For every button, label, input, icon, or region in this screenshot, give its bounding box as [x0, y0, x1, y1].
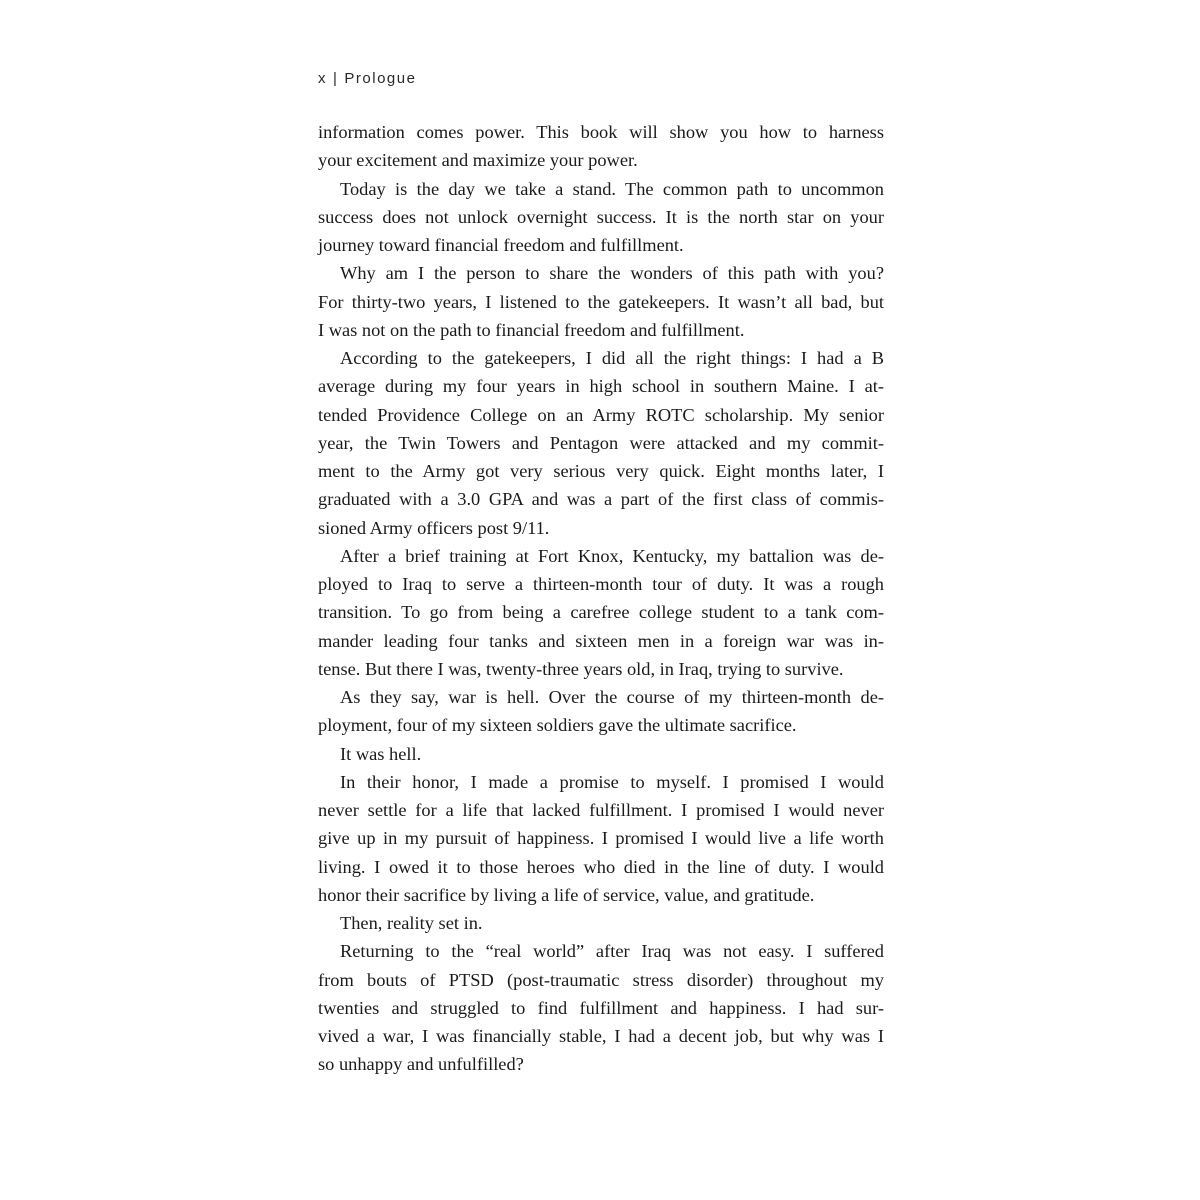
paragraph	[318, 542, 884, 683]
text-line: your excitement and maximize your power.	[318, 150, 638, 171]
text-line: living. I owed it to those heroes who died in the line of duty. I would	[318, 856, 884, 877]
paragraph	[318, 768, 884, 909]
running-head	[318, 70, 416, 87]
text-line: Returning to the “real world” after Iraq was not easy. I suffered	[340, 941, 884, 962]
paragraph	[318, 740, 884, 768]
text-line: For thirty-two years, I listened to the gatekeepers. It wasn’t all bad, but	[318, 291, 884, 312]
text-line: never settle for a life that lacked fulfillment. I promised I would never	[318, 800, 884, 820]
paragraph	[318, 175, 884, 260]
text-line: Why am I the person to share the wonders of this path with you?	[340, 263, 884, 284]
text-line: success does not unlock overnight success. It is the north star on your	[318, 206, 884, 227]
text-line: honor their sacrifice by living a life of service, value, and gratitude.	[318, 884, 815, 905]
text-line: As they say, war is hell. Over the course of my thirteen-month de-	[340, 687, 884, 707]
text-line: tended Providence College on an Army ROTC scholarship. My senior	[318, 404, 884, 425]
text-line: transition. To go from being a carefree college student to a tank com-	[318, 602, 884, 623]
text-line: year, the Twin Towers and Pentagon were attacked and my commit-	[318, 432, 884, 453]
text-line: According to the gatekeepers, I did all the right things: I had a B	[340, 348, 884, 368]
text-line: After a brief training at Fort Knox, Kentucky, my battalion was de-	[340, 545, 884, 566]
text-line: ployed to Iraq to serve a thirteen-month tour of duty. It was a rough	[318, 574, 884, 594]
running-head-separator: |	[333, 70, 339, 87]
text-line: information comes power. This book will show you how to harness	[318, 122, 884, 142]
text-line: In their honor, I made a promise to myself. I promised I would	[340, 771, 884, 792]
text-line: average during my four years in high school in southern Maine. I at-	[318, 376, 884, 397]
page-folio: x	[318, 70, 327, 87]
text-line: ment to the Army got very serious very quick. Eight months later, I	[318, 461, 884, 481]
text-line: graduated with a 3.0 GPA and was a part of the first class of commis-	[318, 489, 884, 510]
text-line: so unhappy and unfulfilled?	[318, 1054, 524, 1075]
text-line: sioned Army officers post 9/11.	[318, 517, 550, 538]
text-line: It was hell.	[340, 743, 422, 764]
text-line: from bouts of PTSD (post-traumatic stress disorder) throughout my	[318, 969, 884, 990]
text-line: Then, reality set in.	[340, 913, 483, 933]
paragraph	[318, 937, 884, 1078]
text-line: I was not on the path to financial freedom and fulfillment.	[318, 319, 745, 340]
text-line: tense. But there I was, twenty-three years old, in Iraq, trying to survive.	[318, 658, 844, 679]
paragraph	[318, 118, 884, 175]
text-line: mander leading four tanks and sixteen men in a foreign war was in-	[318, 630, 884, 651]
paragraph	[318, 344, 884, 542]
text-line: vived a war, I was financially stable, I had a decent job, but why was I	[318, 1026, 884, 1046]
paragraph	[318, 683, 884, 740]
text-line: journey toward financial freedom and fulfillment.	[318, 235, 684, 255]
text-line: Today is the day we take a stand. The common path to uncommon	[340, 178, 884, 199]
text-line: give up in my pursuit of happiness. I promised I would live a life worth	[318, 828, 884, 849]
text-line: twenties and struggled to find fulfillment and happiness. I had sur-	[318, 997, 884, 1018]
section-title: Prologue	[344, 70, 417, 87]
body-text	[318, 118, 884, 1079]
text-line: ployment, four of my sixteen soldiers gave the ultimate sacrifice.	[318, 715, 797, 736]
paragraph	[318, 909, 884, 937]
paragraph	[318, 259, 884, 344]
